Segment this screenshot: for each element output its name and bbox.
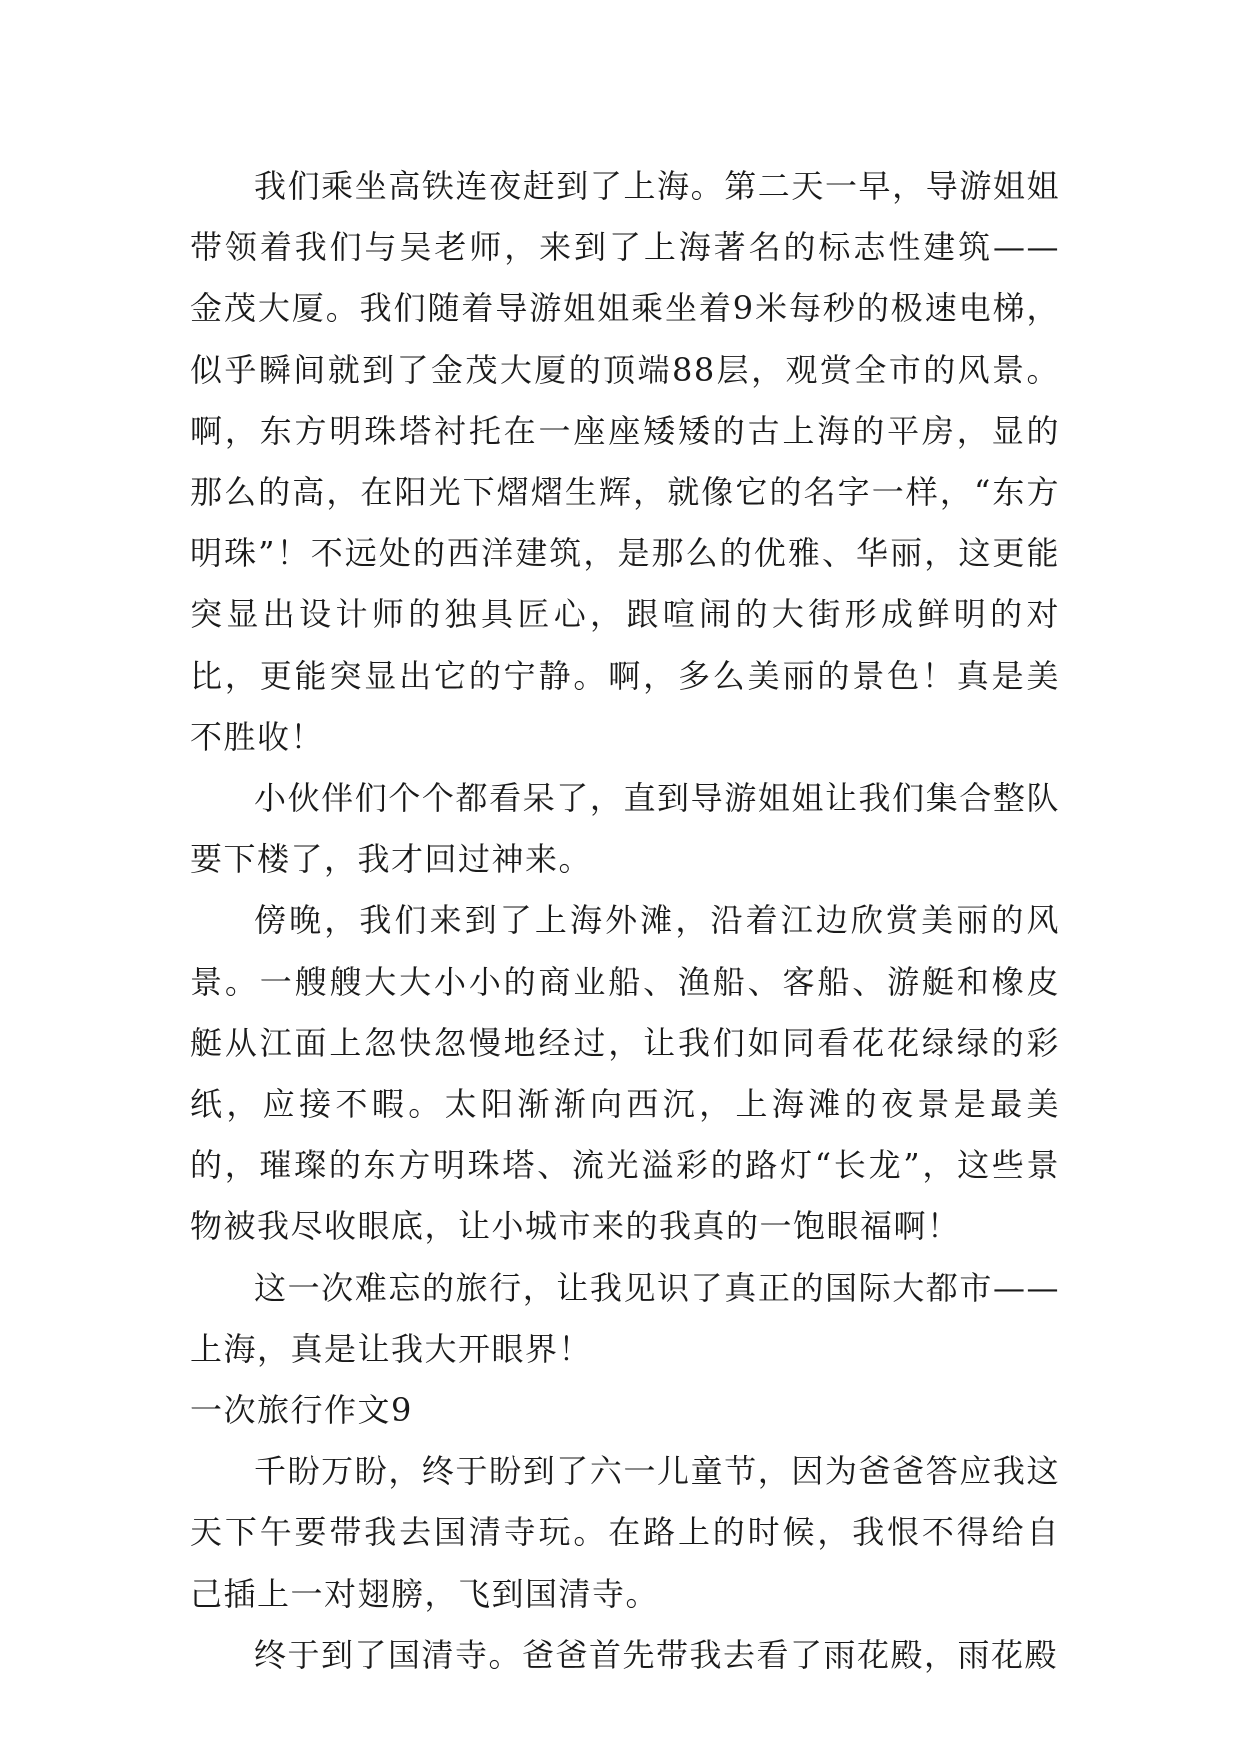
paragraph-conclusion: 这一次难忘的旅行，让我见识了真正的国际大都市——上海，真是让我大开眼界！	[190, 1268, 1060, 1368]
paragraph-guoqing-temple: 终于到了国清寺。爸爸首先带我去看了雨花殿，雨花殿	[254, 1635, 1059, 1674]
paragraph-jinmao-tower: 我们乘坐高铁连夜赶到了上海。第二天一早，导游姐姐带领着我们与吴老师，来到了上海著名的标志性建筑——金茂大厦。我们随着导游姐姐乘坐着9米每秒的极速电梯，似乎瞬间就到了金茂大厦的顶端88层，观赏全市的风景。啊，东方明珠塔衬托在一座座矮矮的古上海的平房，显的那么的高，在阳光下熠熠生辉，就像它的名字一样，“东方明珠”！不远处的西洋建筑，是那么的优雅、华丽，这更能突显出设计师的独具匠心，跟喧闹的大街形成鲜明的对比，更能突显出它的宁静。啊，多么美丽的景色！真是美不胜收！	[190, 167, 1060, 756]
paragraph-childrens-day: 千盼万盼，终于盼到了六一儿童节，因为爸爸答应我这天下午要带我去国清寺玩。在路上的时候，我恨不得给自己插上一对翅膀，飞到国清寺。	[190, 1452, 1060, 1613]
paragraph-friends-amazed: 小伙伴们个个都看呆了，直到导游姐姐让我们集合整队要下楼了，我才回过神来。	[190, 779, 1060, 879]
paragraph-the-bund: 傍晚，我们来到了上海外滩，沿着江边欣赏美丽的风景。一艘艘大大小小的商业船、渔船、客船、游艇和橡皮艇从江面上忽快忽慢地经过，让我们如同看花花绿绿的彩纸，应接不暇。太阳渐渐向西沉，上海滩的夜景是最美的，璀璨的东方明珠塔、流光溢彩的路灯“长龙”，这些景物被我尽收眼底，让小城市来的我真的一饱眼福啊！	[190, 901, 1060, 1246]
section-title: 一次旅行作文9	[190, 1391, 413, 1430]
document-body	[190, 156, 1060, 1686]
